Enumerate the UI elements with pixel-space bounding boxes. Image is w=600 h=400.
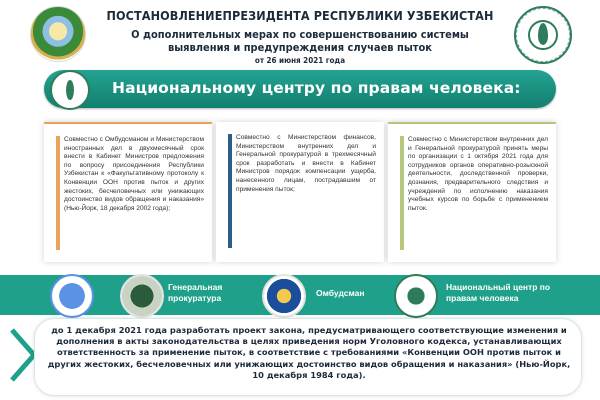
org-name-prosecutor: Генеральная прокуратура [168,282,223,303]
task-card-1 [44,122,212,262]
human-rights-center-emblem-icon [514,6,572,64]
bottom-task-box [34,318,582,396]
human-rights-center-logo-icon [50,70,90,110]
header [0,0,600,72]
un-emblem-icon [50,274,94,318]
org-name-center: Национальный центр по правам человека [446,282,551,303]
task-card-text: Совместно с Министерством финансов, Министерством внутренних дел и Генеральной прокуратурой в трехмесячный срок разработать и внести в Кабинет Министров порядок компенсации ущерба, нанесенного лицам, пострадавшим от применения пыток; [236,134,376,193]
state-emblem-icon [30,6,86,62]
page-date: от 26 июня 2021 года [254,56,346,65]
header-title-block [100,8,500,65]
chevron-right-icon [10,328,36,382]
page-subtitle: О дополнительных мерах по совершенствованию системы выявления и предупреждения случаев пыток [131,28,469,54]
task-card-2 [216,122,384,262]
task-card-text: Совместно с Омбудсманом и Министерством иностранных дел в двухмесячный срок внести в Кабинет Министров предложения по вопросу присоединения Республики Узбекистан к «Факультативному протоколу к Конвенции ООН против пыток и других жестоких, бесчеловечных или унижающих достоинство видов обращения и наказания» (Нью-Йорк, 18 декабря 2002 года); [64,136,204,212]
human-rights-center-emblem-icon [394,274,438,318]
organizations-row [16,272,584,320]
ombudsman-emblem-icon [262,274,306,318]
prosecutor-emblem-icon [120,274,164,318]
bottom-task-text: до 1 декабря 2021 года разработать проект закона, предусматривающего соответствующие изменения и дополнения в акты законодательства в целях приведения норм Уголовного кодекса, устанавливающих ответственность за применение пыток, в соответствие с требованиями «Конвенции ООН против пыток и других жестоких, бесчеловечных или унижающих достоинство видов обращения и наказания» (Нью-Йорк, 10 декабря 1984 года). [47,325,571,380]
card-accent-bar [400,136,404,250]
task-card-text: Совместно с Министерством внутренних дел и Генеральной прокуратурой принять меры по организации с 1 октября 2021 года для сотрудников органов оперативно-розыскной деятельности, доследственной проверки, дознания, предварительного следствия и учреждений по исполнению наказания учебных курсов по борьбе с применением пыток. [408,136,548,212]
card-accent-bar [228,134,232,248]
org-name-ombudsman: Омбудсман [316,288,365,298]
section-banner-title: Национальному центру по правам человека: [112,79,521,97]
task-card-3 [388,122,556,262]
card-accent-bar [56,136,60,250]
page-title: ПОСТАНОВЛЕНИЕПРЕЗИДЕНТА РЕСПУБЛИКИ УЗБЕКИСТАН [106,8,494,23]
